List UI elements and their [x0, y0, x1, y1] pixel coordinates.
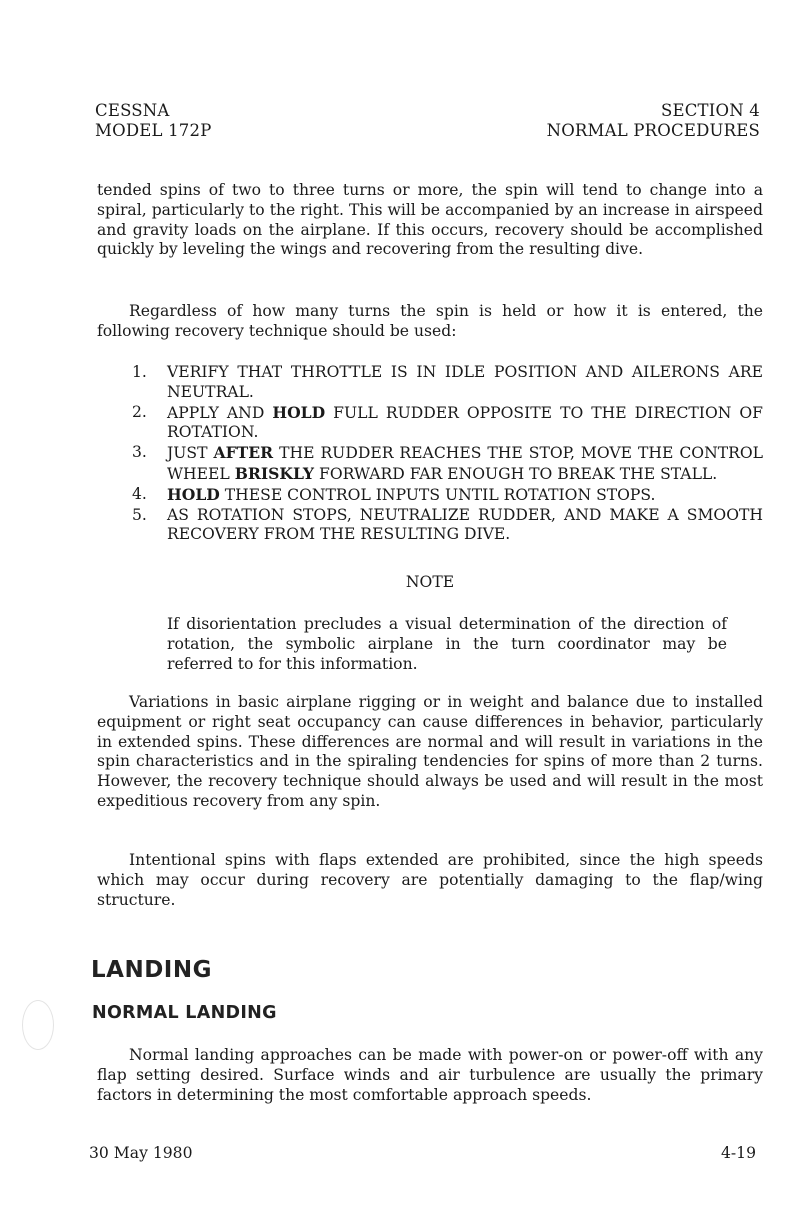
- step-text: THESE CONTROL INPUTS UNTIL ROTATION STOPS.: [219, 485, 656, 504]
- step-text: VERIFY THAT THROTTLE IS IN IDLE POSITION AND AILERONS ARE NEUTRAL.: [167, 363, 763, 401]
- step-text: AS ROTATION STOPS, NEUTRALIZE RUDDER, AND MAKE A SMOOTH RECOVERY FROM THE RESULTING DIVE.: [167, 505, 763, 544]
- list-item: [97, 485, 763, 506]
- header-left: [95, 101, 212, 141]
- step-emphasis: BRISKLY: [234, 463, 315, 483]
- step-number: 2.: [132, 402, 147, 421]
- header-section-title: NORMAL PROCEDURES: [546, 121, 760, 140]
- header-model: MODEL 172P: [95, 121, 212, 140]
- footer-page-number: 4-19: [720, 1144, 756, 1162]
- step-text: THE RUDDER REACHES THE STOP, MOVE THE CONTROL WHEEL: [167, 444, 764, 483]
- step-number: 4.: [132, 484, 147, 503]
- paragraph-spin-continuation: tended spins of two to three turns or more, the spin will tend to change into a spiral, particularly to the right. This will be accompanied by an increase in airspeed and gravity loads on the airplane. If this occurs, recovery should be accomplished quickly by leveling the wings and recovering from the resulting dive.: [97, 181, 763, 259]
- step-text: JUST: [167, 444, 214, 463]
- binder-hole-mark: [22, 1000, 54, 1050]
- step-emphasis: HOLD: [167, 484, 220, 504]
- list-item: [97, 403, 763, 444]
- list-item: [97, 363, 763, 403]
- paragraph-recovery-intro: Regardless of how many turns the spin is held or how it is entered, the following recovery technique should be used:: [97, 302, 763, 340]
- step-text: FULL RUDDER OPPOSITE TO THE DIRECTION OF ROTATION.: [167, 403, 763, 442]
- spin-recovery-steps: [97, 363, 763, 545]
- step-number: 5.: [132, 505, 147, 524]
- paragraph-normal-landing: Normal landing approaches can be made with power-on or power-off with any flap setting desired. Surface winds and air turbulence are usually the primary factors in determining the most comfortable approach speeds.: [97, 1046, 763, 1104]
- step-number: 3.: [132, 443, 147, 462]
- step-number: 1.: [132, 363, 147, 381]
- step-emphasis: HOLD: [272, 402, 326, 422]
- paragraph-variations: Variations in basic airplane rigging or in weight and balance due to installed equipment or right seat occupancy can cause differences in behavior, particularly in extended spins. These differences are normal and will result in variations in the spin characteristics and in the spiraling tendencies for spins of more than 2 turns. However, the recovery technique should always be used and will result in the most expeditious recovery from any spin.: [97, 693, 763, 810]
- step-text: FORWARD FAR ENOUGH TO BREAK THE STALL.: [314, 464, 718, 483]
- header-right: [547, 101, 760, 141]
- list-item: [97, 506, 763, 546]
- header-manufacturer: CESSNA: [95, 101, 170, 120]
- step-emphasis: AFTER: [213, 443, 274, 463]
- list-item: [97, 443, 763, 485]
- header-section: SECTION 4: [660, 101, 760, 120]
- heading-normal-landing: NORMAL LANDING: [92, 1003, 277, 1023]
- paragraph-flaps-prohibited: Intentional spins with flaps extended are prohibited, since the high speeds which may occur during recovery are potentially damaging to the flap/wing structure.: [97, 851, 763, 909]
- step-text: APPLY AND: [167, 403, 273, 422]
- note-text: If disorientation precludes a visual determination of the direction of rotation, the symbolic airplane in the turn coordinator may be referred to for this information.: [167, 615, 727, 673]
- heading-landing: LANDING: [91, 957, 212, 983]
- note-title: NOTE: [405, 573, 455, 591]
- footer-date: 30 May 1980: [89, 1144, 193, 1162]
